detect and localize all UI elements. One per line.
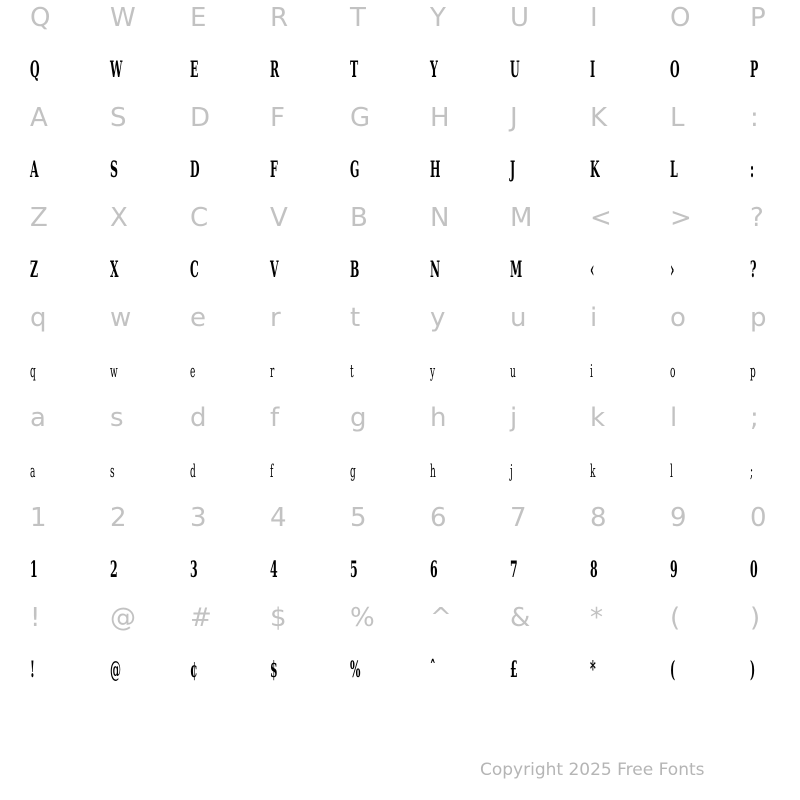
reference-glyph <box>110 300 170 350</box>
glyph-char: W <box>110 3 136 33</box>
glyph-char: ? <box>750 203 764 233</box>
sample-glyph <box>670 150 730 200</box>
sample-glyph <box>350 250 410 300</box>
reference-glyph <box>110 600 170 650</box>
sample-glyph <box>510 150 570 200</box>
glyph-char: $ <box>270 657 278 683</box>
glyph-char: ˆ <box>430 657 436 683</box>
sample-glyph <box>350 150 410 200</box>
reference-glyph <box>190 200 250 250</box>
glyph-char: ( <box>670 603 681 633</box>
glyph-char: 4 <box>270 503 287 533</box>
glyph-char: a <box>30 403 46 433</box>
glyph-char: M <box>510 203 533 233</box>
glyph-char: N <box>430 203 450 233</box>
glyph-char: a <box>30 461 36 482</box>
glyph-char: g <box>350 461 356 482</box>
glyph-char: ¢ <box>190 657 198 683</box>
sample-glyph <box>30 550 90 600</box>
reference-glyph <box>350 300 410 350</box>
sample-glyph <box>270 250 330 300</box>
glyph-char: l <box>670 403 678 433</box>
glyph-char: ) <box>750 603 761 633</box>
reference-glyph <box>30 400 90 450</box>
reference-glyph <box>270 100 330 150</box>
glyph-char: @ <box>110 603 136 633</box>
glyph-char: i <box>590 303 598 333</box>
reference-row <box>0 400 800 450</box>
glyph-char: ) <box>750 657 756 683</box>
sample-glyph <box>110 250 170 300</box>
glyph-char: e <box>190 361 196 382</box>
glyph-char: H <box>430 103 450 133</box>
sample-row <box>0 650 800 700</box>
sample-glyph <box>670 650 730 700</box>
sample-glyph <box>430 150 490 200</box>
glyph-char: O <box>670 3 691 33</box>
glyph-char: o <box>670 303 686 333</box>
glyph-char: : <box>750 103 759 133</box>
sample-glyph <box>750 350 800 400</box>
sample-row <box>0 450 800 500</box>
glyph-char: V <box>270 203 288 233</box>
reference-glyph <box>270 200 330 250</box>
reference-glyph <box>590 600 650 650</box>
sample-glyph <box>30 450 90 500</box>
sample-glyph <box>110 450 170 500</box>
glyph-char: 0 <box>750 503 767 533</box>
glyph-char: I <box>590 57 596 83</box>
sample-glyph <box>30 50 90 100</box>
glyph-char: > <box>670 203 692 233</box>
glyph-char: r <box>270 303 281 333</box>
glyph-char: j <box>510 403 518 433</box>
sample-glyph <box>190 50 250 100</box>
reference-glyph <box>350 0 410 50</box>
glyph-char: F <box>270 157 278 183</box>
glyph-char: 0 <box>750 557 758 583</box>
glyph-char: Q <box>30 57 40 83</box>
glyph-char: T <box>350 3 366 33</box>
sample-glyph <box>110 150 170 200</box>
sample-row <box>0 350 800 400</box>
sample-glyph <box>510 450 570 500</box>
reference-row <box>0 600 800 650</box>
sample-row <box>0 150 800 200</box>
glyph-char: P <box>750 3 766 33</box>
glyph-char: h <box>430 403 447 433</box>
sample-row <box>0 50 800 100</box>
glyph-char: < <box>590 203 612 233</box>
glyph-char: M <box>510 257 523 283</box>
glyph-char: L <box>670 157 678 183</box>
glyph-char: o <box>670 361 676 382</box>
glyph-char: T <box>350 57 359 83</box>
reference-glyph <box>590 100 650 150</box>
reference-glyph <box>590 400 650 450</box>
glyph-char: d <box>190 461 196 482</box>
glyph-char: G <box>350 103 371 133</box>
glyph-char: ( <box>670 657 676 683</box>
reference-row <box>0 500 800 550</box>
glyph-char: 1 <box>30 503 47 533</box>
glyph-char: w <box>110 361 118 382</box>
sample-glyph <box>430 50 490 100</box>
sample-glyph <box>750 550 800 600</box>
reference-glyph <box>190 600 250 650</box>
sample-glyph <box>590 250 650 300</box>
glyph-char: * <box>590 603 603 633</box>
sample-glyph <box>430 550 490 600</box>
sample-glyph <box>430 450 490 500</box>
sample-glyph <box>750 50 800 100</box>
reference-glyph <box>590 0 650 50</box>
glyph-char: R <box>270 3 289 33</box>
reference-glyph <box>510 400 570 450</box>
sample-glyph <box>270 50 330 100</box>
glyph-char: 5 <box>350 503 367 533</box>
glyph-char: ‹ <box>590 257 595 283</box>
reference-glyph <box>510 500 570 550</box>
sample-glyph <box>270 350 330 400</box>
glyph-char: t <box>350 303 361 333</box>
sample-glyph <box>670 550 730 600</box>
reference-row <box>0 200 800 250</box>
glyph-char: : <box>750 157 755 183</box>
glyph-char: L <box>670 103 685 133</box>
glyph-char: 6 <box>430 557 438 583</box>
glyph-char: f <box>270 403 280 433</box>
glyph-char: X <box>110 257 119 283</box>
reference-glyph <box>430 400 490 450</box>
sample-glyph <box>110 650 170 700</box>
glyph-char: U <box>510 57 520 83</box>
sample-glyph <box>510 350 570 400</box>
sample-glyph <box>750 150 800 200</box>
sample-glyph <box>590 450 650 500</box>
sample-row <box>0 250 800 300</box>
glyph-char: p <box>750 361 756 382</box>
reference-glyph <box>590 200 650 250</box>
sample-glyph <box>510 650 570 700</box>
reference-glyph <box>30 200 90 250</box>
glyph-char: w <box>110 303 132 333</box>
glyph-char: W <box>110 57 123 83</box>
glyph-char: O <box>670 57 680 83</box>
glyph-char: 8 <box>590 557 598 583</box>
glyph-char: # <box>190 603 212 633</box>
sample-glyph <box>30 350 90 400</box>
sample-glyph <box>590 150 650 200</box>
sample-glyph <box>190 250 250 300</box>
glyph-char: t <box>350 361 354 382</box>
reference-row <box>0 100 800 150</box>
glyph-char: Y <box>430 3 446 33</box>
reference-glyph <box>510 100 570 150</box>
reference-glyph <box>350 400 410 450</box>
glyph-char: % <box>350 657 361 683</box>
glyph-char: D <box>190 103 211 133</box>
sample-glyph <box>190 450 250 500</box>
reference-glyph <box>510 200 570 250</box>
reference-glyph <box>430 200 490 250</box>
sample-glyph <box>590 650 650 700</box>
sample-glyph <box>110 550 170 600</box>
glyph-char: ; <box>750 461 754 482</box>
sample-glyph <box>350 450 410 500</box>
reference-glyph <box>750 0 800 50</box>
glyph-char: Z <box>30 203 48 233</box>
sample-glyph <box>270 550 330 600</box>
sample-glyph <box>270 150 330 200</box>
glyph-char: g <box>350 403 367 433</box>
reference-glyph <box>270 600 330 650</box>
reference-glyph <box>190 300 250 350</box>
sample-glyph <box>510 250 570 300</box>
glyph-char: Y <box>430 57 438 83</box>
glyph-char: S <box>110 157 118 183</box>
reference-glyph <box>750 100 800 150</box>
reference-glyph <box>350 500 410 550</box>
glyph-char: 9 <box>670 503 687 533</box>
glyph-char: J <box>510 157 516 183</box>
glyph-char: * <box>590 657 596 683</box>
reference-glyph <box>430 0 490 50</box>
glyph-char: R <box>270 57 280 83</box>
reference-glyph <box>270 300 330 350</box>
glyph-char: A <box>30 103 48 133</box>
glyph-char: s <box>110 403 124 433</box>
reference-row <box>0 300 800 350</box>
glyph-char: 3 <box>190 503 207 533</box>
reference-glyph <box>670 500 730 550</box>
glyph-char: F <box>270 103 285 133</box>
reference-glyph <box>350 600 410 650</box>
reference-glyph <box>590 300 650 350</box>
sample-glyph <box>430 350 490 400</box>
glyph-char: Z <box>30 257 39 283</box>
sample-row <box>0 550 800 600</box>
glyph-char: 4 <box>270 557 278 583</box>
glyph-char: 1 <box>30 557 38 583</box>
glyph-char: C <box>190 257 199 283</box>
reference-glyph <box>30 300 90 350</box>
glyph-char: 8 <box>590 503 607 533</box>
glyph-char: k <box>590 461 596 482</box>
glyph-char: @ <box>110 657 121 683</box>
reference-glyph <box>670 100 730 150</box>
sample-glyph <box>430 250 490 300</box>
glyph-char: k <box>590 403 606 433</box>
glyph-char: q <box>30 303 47 333</box>
sample-glyph <box>670 50 730 100</box>
sample-glyph <box>590 350 650 400</box>
glyph-char: J <box>510 103 518 133</box>
glyph-char: N <box>430 257 441 283</box>
reference-glyph <box>510 0 570 50</box>
sample-glyph <box>190 150 250 200</box>
glyph-char: f <box>270 461 274 482</box>
reference-glyph <box>350 200 410 250</box>
sample-glyph <box>350 650 410 700</box>
glyph-char: 9 <box>670 557 678 583</box>
glyph-char: ! <box>30 657 35 683</box>
reference-glyph <box>670 200 730 250</box>
glyph-char: S <box>110 103 127 133</box>
reference-glyph <box>30 0 90 50</box>
reference-glyph <box>750 300 800 350</box>
glyph-char: 6 <box>430 503 447 533</box>
copyright-footer: Copyright 2025 Free Fonts <box>480 760 705 780</box>
sample-glyph <box>350 50 410 100</box>
reference-glyph <box>110 400 170 450</box>
sample-glyph <box>510 50 570 100</box>
reference-glyph <box>750 600 800 650</box>
sample-glyph <box>270 650 330 700</box>
glyph-char: H <box>430 157 441 183</box>
sample-glyph <box>30 250 90 300</box>
reference-glyph <box>510 600 570 650</box>
glyph-char: i <box>590 361 593 382</box>
sample-glyph <box>350 550 410 600</box>
reference-glyph <box>510 300 570 350</box>
reference-glyph <box>270 400 330 450</box>
sample-glyph <box>30 150 90 200</box>
glyph-char: ? <box>750 257 757 283</box>
reference-row <box>0 0 800 50</box>
reference-glyph <box>670 400 730 450</box>
glyph-char: q <box>30 361 36 382</box>
reference-glyph <box>110 100 170 150</box>
glyph-char: $ <box>270 603 287 633</box>
reference-glyph <box>430 600 490 650</box>
sample-glyph <box>510 550 570 600</box>
reference-glyph <box>110 500 170 550</box>
reference-glyph <box>350 100 410 150</box>
glyph-char: ! <box>30 603 41 633</box>
sample-glyph <box>110 50 170 100</box>
reference-glyph <box>750 400 800 450</box>
sample-glyph <box>590 550 650 600</box>
glyph-char: u <box>510 361 516 382</box>
sample-glyph <box>750 450 800 500</box>
reference-glyph <box>270 0 330 50</box>
glyph-char: B <box>350 203 368 233</box>
glyph-char: y <box>430 361 436 382</box>
glyph-char: d <box>190 403 207 433</box>
glyph-char: 3 <box>190 557 198 583</box>
glyph-char: 5 <box>350 557 358 583</box>
sample-glyph <box>30 650 90 700</box>
sample-glyph <box>190 550 250 600</box>
glyph-char: V <box>270 257 279 283</box>
glyph-char: r <box>270 361 275 382</box>
glyph-char: 2 <box>110 557 118 583</box>
reference-glyph <box>190 0 250 50</box>
sample-glyph <box>190 650 250 700</box>
reference-glyph <box>430 100 490 150</box>
glyph-char: e <box>190 303 206 333</box>
reference-glyph <box>670 300 730 350</box>
sample-glyph <box>270 450 330 500</box>
sample-glyph <box>350 350 410 400</box>
glyph-char: 7 <box>510 557 518 583</box>
reference-glyph <box>750 200 800 250</box>
sample-glyph <box>670 250 730 300</box>
reference-glyph <box>30 600 90 650</box>
glyph-char: E <box>190 3 207 33</box>
reference-glyph <box>590 500 650 550</box>
glyph-char: D <box>190 157 200 183</box>
reference-glyph <box>190 100 250 150</box>
glyph-char: K <box>590 157 600 183</box>
glyph-char: & <box>510 603 531 633</box>
glyph-char: y <box>430 303 446 333</box>
reference-glyph <box>190 500 250 550</box>
reference-glyph <box>270 500 330 550</box>
glyph-char: K <box>590 103 608 133</box>
glyph-char: 7 <box>510 503 527 533</box>
glyph-char: B <box>350 257 360 283</box>
glyph-char: s <box>110 461 115 482</box>
glyph-char: E <box>190 57 199 83</box>
reference-glyph <box>750 500 800 550</box>
sample-glyph <box>110 350 170 400</box>
reference-glyph <box>190 400 250 450</box>
glyph-char: X <box>110 203 128 233</box>
glyph-char: U <box>510 3 530 33</box>
sample-glyph <box>750 250 800 300</box>
glyph-char: p <box>750 303 767 333</box>
glyph-char: › <box>670 257 675 283</box>
glyph-char: j <box>510 461 513 482</box>
glyph-char: C <box>190 203 209 233</box>
reference-glyph <box>110 200 170 250</box>
reference-glyph <box>430 300 490 350</box>
sample-glyph <box>670 350 730 400</box>
glyph-char: ^ <box>430 603 452 633</box>
reference-glyph <box>670 0 730 50</box>
glyph-char: £ <box>510 657 518 683</box>
sample-glyph <box>190 350 250 400</box>
glyph-char: ; <box>750 403 759 433</box>
glyph-char: % <box>350 603 375 633</box>
reference-glyph <box>30 100 90 150</box>
glyph-char: h <box>430 461 436 482</box>
glyph-char: A <box>30 157 39 183</box>
sample-glyph <box>670 450 730 500</box>
glyph-char: I <box>590 3 598 33</box>
sample-glyph <box>590 50 650 100</box>
glyph-char: Q <box>30 3 51 33</box>
reference-glyph <box>110 0 170 50</box>
glyph-char: P <box>750 57 759 83</box>
reference-glyph <box>30 500 90 550</box>
reference-glyph <box>670 600 730 650</box>
reference-glyph <box>430 500 490 550</box>
glyph-char: 2 <box>110 503 127 533</box>
sample-glyph <box>750 650 800 700</box>
glyph-char: l <box>670 461 673 482</box>
glyph-char: G <box>350 157 360 183</box>
glyph-char: u <box>510 303 527 333</box>
sample-glyph <box>430 650 490 700</box>
